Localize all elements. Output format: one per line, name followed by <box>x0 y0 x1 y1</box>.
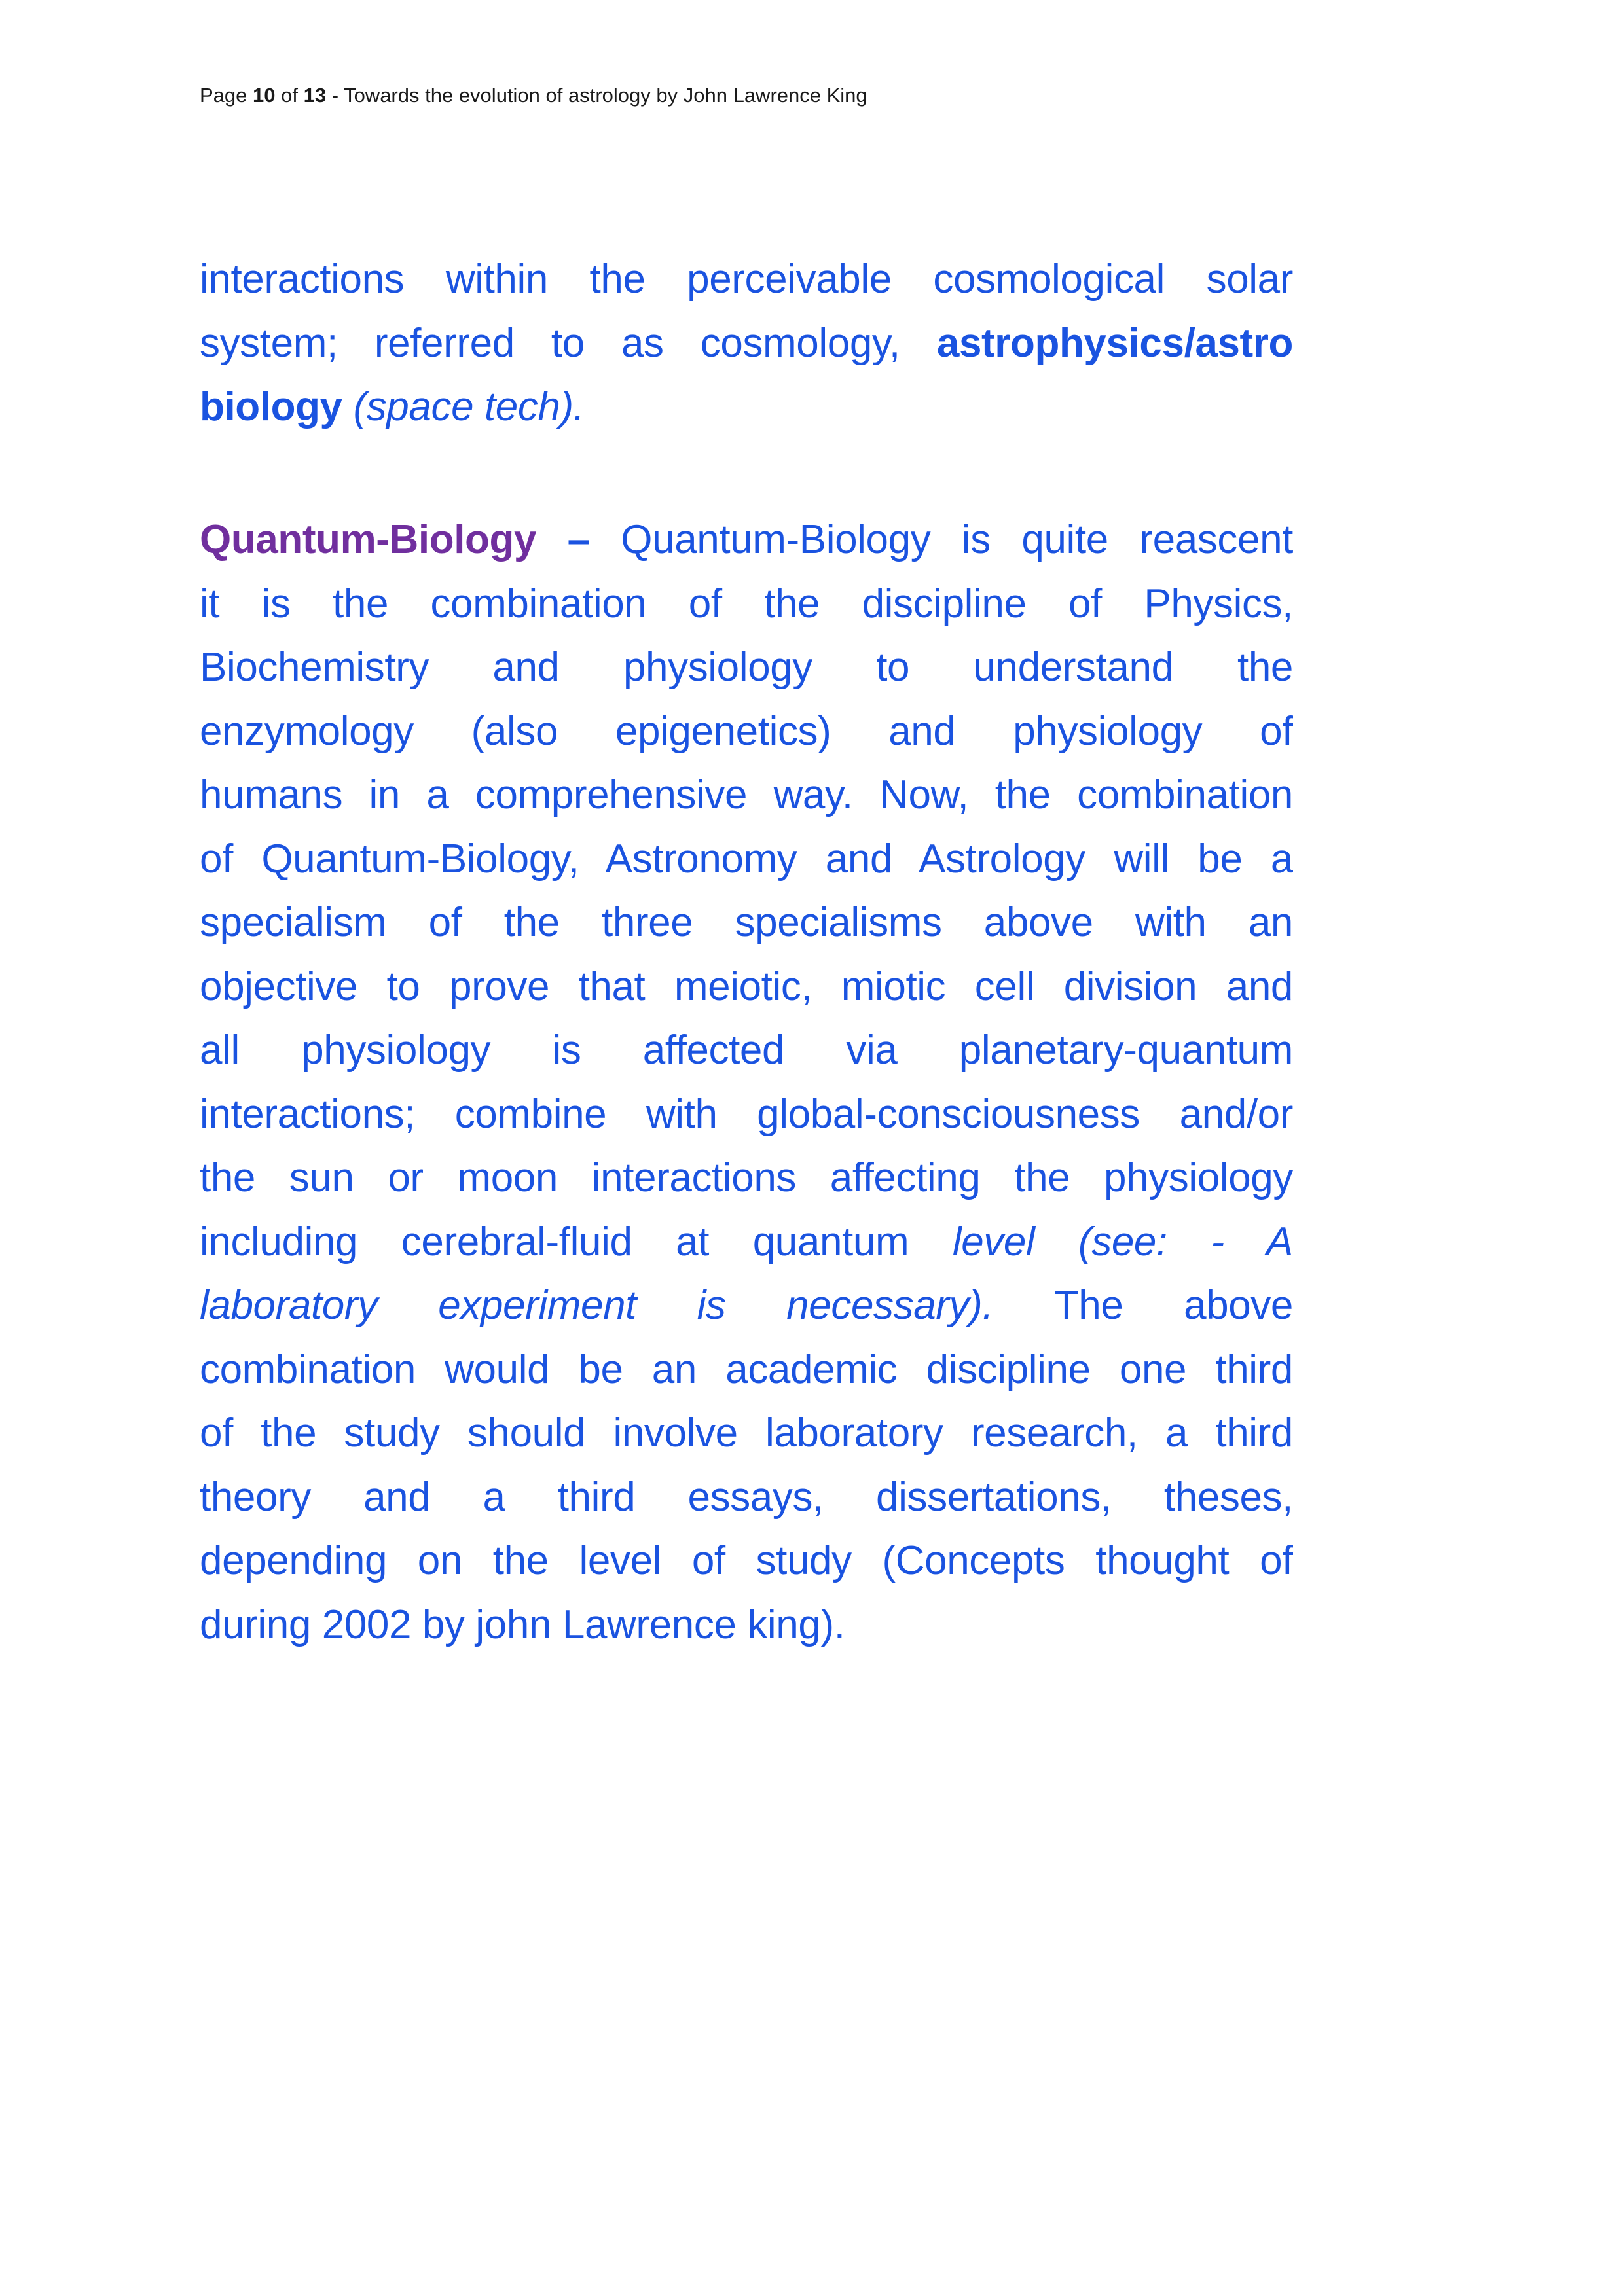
text-segment: laboratory experiment is necessary). <box>200 1283 1054 1328</box>
text-segment: enzymology (also epigenetics) and physiology of <box>200 708 1293 754</box>
text-line <box>200 1146 1293 1210</box>
text-segment: all physiology is affected via planetary-quantum <box>200 1028 1293 1073</box>
text-line <box>200 827 1293 891</box>
text-segment: the sun or moon interactions affecting the physiology <box>200 1155 1293 1200</box>
paragraph <box>200 508 1293 1657</box>
text-line <box>200 375 1293 439</box>
text-line <box>200 636 1293 700</box>
text-segment: 13 <box>303 84 327 107</box>
text-segment: it is the combination of the discipline of Physics, <box>200 581 1293 626</box>
text-line <box>200 572 1293 636</box>
text-line <box>200 700 1293 764</box>
text-segment: objective to prove that meiotic, miotic cell division and <box>200 963 1293 1009</box>
text-line <box>200 891 1293 955</box>
text-line <box>200 1210 1293 1274</box>
text-segment: combination would be an academic discipline one third <box>200 1346 1293 1392</box>
text-line <box>200 1338 1293 1402</box>
text-line <box>200 1529 1293 1593</box>
text-line <box>200 763 1293 827</box>
text-segment: system; referred to as cosmology, <box>200 320 937 366</box>
text-segment: specialism of the three specialisms above with an <box>200 900 1293 945</box>
text-segment: biology <box>200 384 354 429</box>
text-line <box>200 1465 1293 1530</box>
text-line <box>200 508 1293 572</box>
heading-term: Quantum-Biology <box>200 517 537 562</box>
text-line <box>200 1593 1293 1657</box>
text-line <box>200 1018 1293 1083</box>
text-line <box>200 1401 1293 1465</box>
text-segment: of Quantum-Biology, Astronomy and Astrology will be a <box>200 836 1293 882</box>
text-segment: interactions within the perceivable cosmological solar <box>200 257 1293 302</box>
text-segment: (space tech). <box>353 384 585 429</box>
text-segment: interactions; combine with global-consciousness and/or <box>200 1091 1293 1137</box>
page-header <box>200 84 1444 107</box>
text-line <box>200 955 1293 1019</box>
text-segment: during 2002 by john Lawrence king). <box>200 1602 845 1647</box>
text-segment: humans in a comprehensive way. Now, the combination <box>200 772 1293 817</box>
text-segment: including cerebral-fluid at quantum <box>200 1219 953 1265</box>
text-segment: theory and a third essays, dissertations, theses, <box>200 1474 1293 1520</box>
text-line <box>200 312 1293 376</box>
text-segment: of <box>275 84 304 107</box>
text-segment: Quantum-Biology is quite reascent <box>621 517 1293 562</box>
text-line <box>200 247 1293 312</box>
text-segment <box>536 517 568 562</box>
paragraph <box>200 247 1293 439</box>
text-line <box>200 1083 1293 1147</box>
text-segment: The above <box>1053 1283 1293 1328</box>
text-segment: - Towards the evolution of astrology by John Lawrence King <box>326 84 867 107</box>
text-line <box>200 1274 1293 1338</box>
text-segment: depending on the level of study (Concepts thought of <box>200 1538 1293 1583</box>
text-segment: Biochemistry and physiology to understand the <box>200 645 1293 690</box>
text-segment: Page <box>200 84 253 107</box>
text-segment: level (see: - A <box>952 1219 1293 1265</box>
text-segment: – <box>567 517 621 562</box>
text-segment: of the study should involve laboratory research, a third <box>200 1410 1293 1456</box>
text-segment: 10 <box>253 84 276 107</box>
text-segment: astrophysics/astro <box>936 320 1293 366</box>
